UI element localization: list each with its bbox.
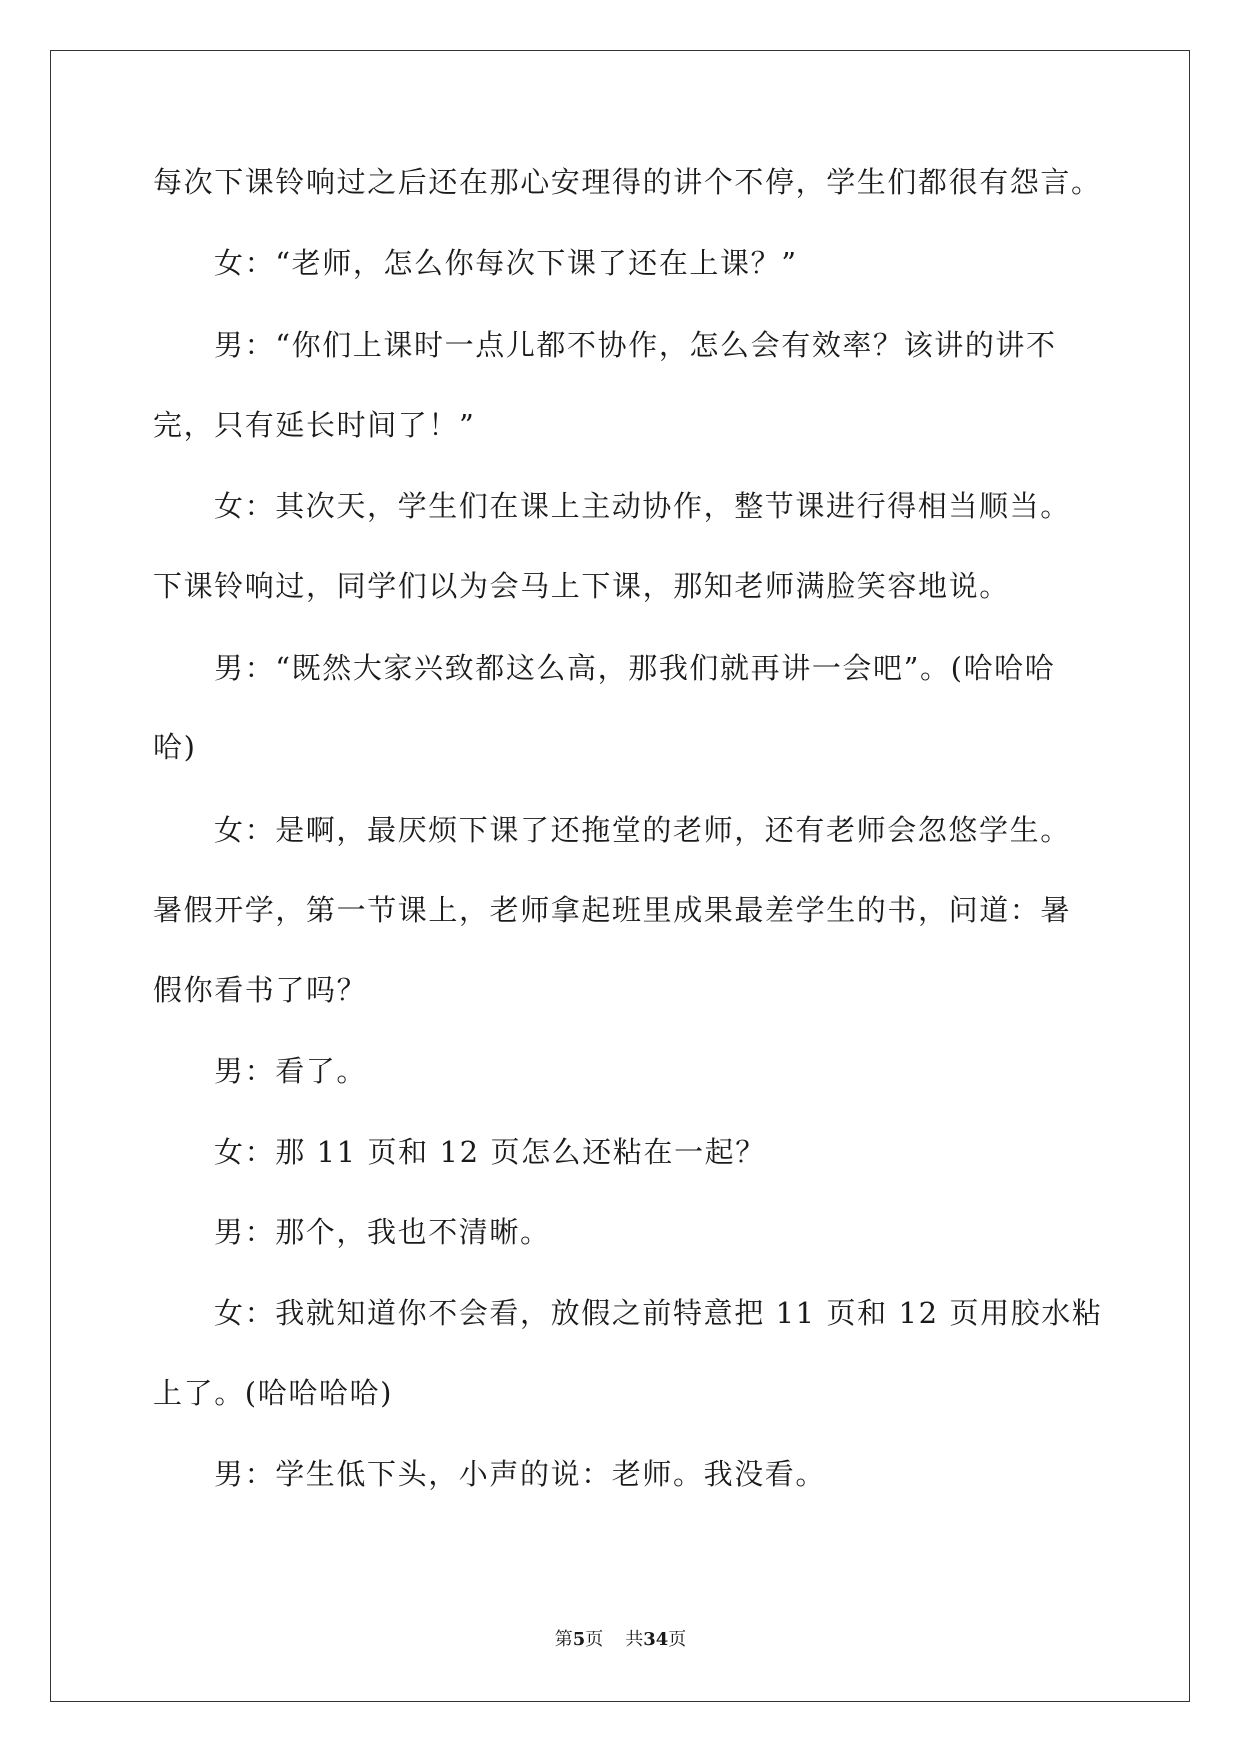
text-line: 哈) — [153, 730, 197, 764]
text-line: 假你看书了吗？ — [153, 973, 368, 1007]
text-line: 男：学生低下头，小声的说：老师。我没看。 — [214, 1457, 827, 1491]
text-line: 女：其次天，学生们在课上主动协作，整节课进行得相当顺当。 — [214, 489, 1071, 523]
text-line: 男：“你们上课时一点儿都不协作，怎么会有效率？该讲的讲不 — [214, 328, 1057, 362]
text-line: 女：是啊，最厌烦下课了还拖堂的老师，还有老师会忽悠学生。 — [214, 813, 1071, 847]
total-prefix: 共 — [625, 1629, 644, 1650]
text-line: 下课铃响过，同学们以为会马上下课，那知老师满脸笑容地说。 — [153, 569, 1010, 603]
text-line: 女：我就知道你不会看，放假之前特意把 11 页和 12 页用胶水粘 — [214, 1296, 1103, 1330]
text-line: 女：“老师，怎么你每次下课了还在上课？” — [214, 246, 798, 280]
total-pages: 34 — [643, 1629, 669, 1650]
text-line: 暑假开学，第一节课上，老师拿起班里成果最差学生的书，问道：暑 — [153, 893, 1072, 927]
text-line: 完，只有延长时间了！” — [153, 408, 476, 442]
page-suffix: 页 — [585, 1629, 604, 1650]
page-prefix: 第 — [554, 1629, 573, 1650]
text-line: 女：那 11 页和 12 页怎么还粘在一起？ — [214, 1135, 766, 1169]
page-footer — [0, 1628, 1241, 1652]
page-number: 5 — [572, 1629, 586, 1650]
text-line: 上了。(哈哈哈哈) — [153, 1376, 394, 1410]
text-line: 每次下课铃响过之后还在那心安理得的讲个不停，学生们都很有怨言。 — [153, 165, 1102, 199]
text-line: 男：看了。 — [214, 1054, 368, 1088]
text-line: 男：那个，我也不清晰。 — [214, 1215, 551, 1249]
total-suffix: 页 — [668, 1629, 687, 1650]
text-line: 男：“既然大家兴致都这么高，那我们就再讲一会吧”。(哈哈哈 — [214, 651, 1056, 685]
